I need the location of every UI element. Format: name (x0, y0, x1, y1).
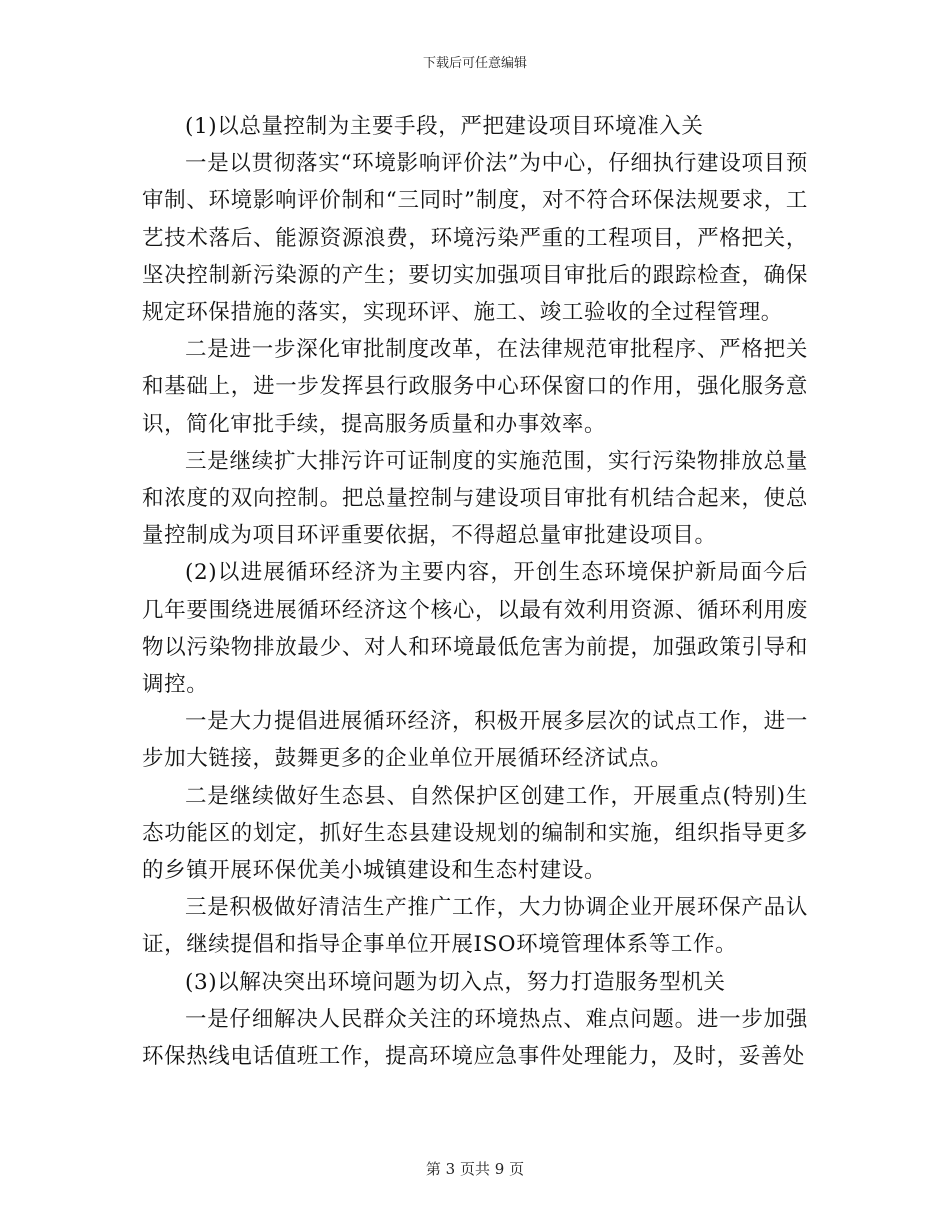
paragraph: 一是以贯彻落实“环境影响评价法”为中心，仔细执行建设项目预审制、环境影响评价制和“三同时”制度，对不符合环保法规要求，工艺技术落后、能源资源浪费，环境污染严重的工程项目，严格把关，坚决控制新污染源的产生；要切实加强项目审批后的跟踪检查，确保规定环保措施的落实，实现环评、施工、竣工验收的全过程管理。 (142, 151, 808, 326)
paragraph: 三是积极做好清洁生产推广工作，大力协调企业开展环保产品认证，继续提倡和指导企事单位开展ISO环境管理体系等工作。 (142, 895, 808, 958)
page-header-note: 下载后可任意编辑 (422, 56, 527, 71)
section-heading-2: (2)以进展循环经济为主要内容，开创生态环境保护新局面今后几年要围绕进展循环经济这个核心，以最有效利用资源、循环利用废物以污染物排放最少、对人和环境最低危害为前提，加强政策引导和调控。 (142, 560, 808, 698)
paragraph: 一是仔细解决人民群众关注的环境热点、难点问题。进一步加强环保热线电话值班工作，提高环境应急事件处理能力，及时，妥善处 (142, 1006, 808, 1070)
document-body (142, 108, 808, 1075)
paragraph: 一是大力提倡进展循环经济，积极开展多层次的试点工作，进一步加大链接，鼓舞更多的企业单位开展循环经济试点。 (142, 709, 808, 772)
page-number: 第 3 页共 9 页 (425, 1160, 525, 1178)
paragraph: 二是继续做好生态县、自然保护区创建工作，开展重点(特别)生态功能区的划定，抓好生态县建设规划的编制和实施，组织指导更多的乡镇开展环保优美小城镇建设和生态村建设。 (142, 783, 808, 884)
paragraph: 三是继续扩大排污许可证制度的实施范围，实行污染物排放总量和浓度的双向控制。把总量控制与建设项目审批有机结合起来，使总量控制成为项目环评重要依据，不得超总量审批建设项目。 (142, 448, 808, 549)
section-heading-1: (1)以总量控制为主要手段，严把建设项目环境准入关 (185, 114, 704, 139)
paragraph: 二是进一步深化审批制度改革，在法律规范审批程序、严格把关和基础上，进一步发挥县行政服务中心环保窗口的作用，强化服务意识，简化审批手续，提高服务质量和办事效率。 (142, 337, 808, 437)
section-heading-3: (3)以解决突出环境问题为切入点，努力打造服务型机关 (185, 969, 726, 995)
